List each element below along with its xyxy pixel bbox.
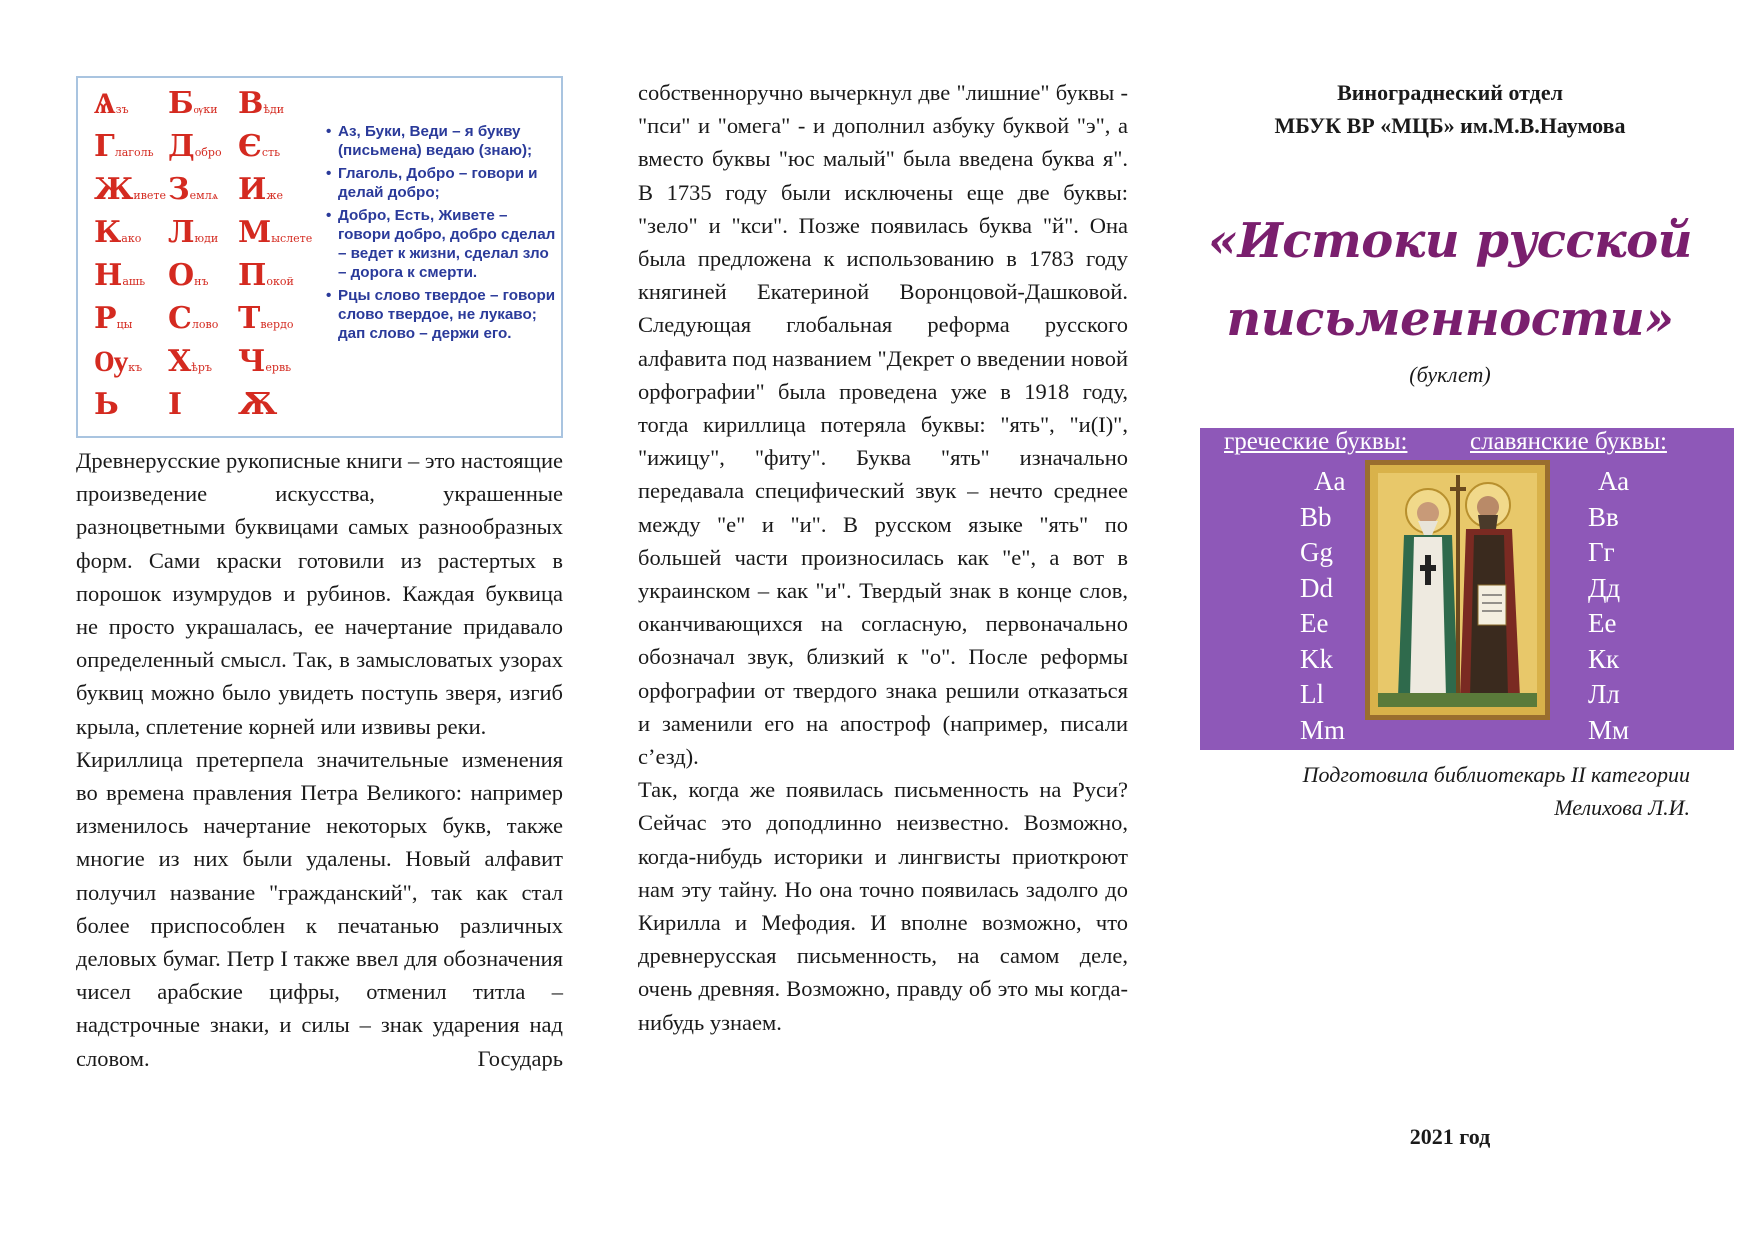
slavic-letter: Ее bbox=[1588, 608, 1617, 638]
old-slavonic-letter bbox=[94, 344, 142, 379]
letter-name: ервь bbox=[265, 361, 292, 374]
slavic-letters-list bbox=[1588, 464, 1648, 748]
letter-name: къ bbox=[128, 361, 143, 374]
letter-glyph: М bbox=[238, 215, 272, 250]
letter-glyph: Р bbox=[94, 301, 117, 336]
alphabet-note: • Добро, Есть, Живете – говори добро, добро сделал – ведет к жизни, сделал зло – дорога к смерти. bbox=[326, 206, 558, 282]
letter-name: сть bbox=[261, 146, 281, 159]
prepared-by bbox=[1200, 758, 1690, 824]
booklet-title bbox=[1200, 202, 1700, 358]
letter-name: нъ bbox=[194, 275, 209, 288]
old-slavonic-letter bbox=[168, 129, 222, 164]
greek-letter: Ll bbox=[1300, 679, 1324, 709]
letter-glyph: Б bbox=[168, 86, 194, 121]
letter-glyph: П bbox=[238, 258, 267, 293]
old-slavonic-letter bbox=[94, 172, 166, 207]
old-slavonic-letter bbox=[168, 172, 218, 207]
old-slavonic-letter bbox=[168, 301, 218, 336]
title-line: «Истоки русской bbox=[1207, 213, 1693, 269]
cyril-methodius-icon bbox=[1365, 460, 1550, 720]
old-slavonic-letter bbox=[168, 344, 212, 379]
letter-glyph: К bbox=[94, 215, 122, 250]
department-line: Винограднеский отдел bbox=[1337, 80, 1563, 105]
alphabet-notes bbox=[326, 122, 558, 347]
title-line: письменности» bbox=[1226, 291, 1674, 347]
letter-name: ако bbox=[121, 232, 142, 245]
letter-name: цы bbox=[116, 318, 133, 331]
letter-glyph: Л bbox=[168, 215, 195, 250]
greek-letters-header: греческие буквы: bbox=[1224, 428, 1408, 455]
old-slavonic-letter bbox=[94, 86, 129, 121]
letter-name: же bbox=[266, 189, 283, 202]
letter-glyph: Ч bbox=[238, 344, 266, 379]
old-slavonic-letter bbox=[238, 387, 277, 422]
letter-glyph: Ѫ bbox=[238, 387, 278, 422]
alphabet-note: • Аз, Буки, Веди – я букву (письмена) ведаю (знаю); bbox=[326, 122, 558, 160]
letter-glyph: З bbox=[168, 172, 190, 207]
column-2 bbox=[638, 76, 1128, 1039]
letter-name: окой bbox=[266, 275, 294, 288]
slavic-letter: Лл bbox=[1588, 679, 1620, 709]
letter-glyph: В bbox=[238, 86, 264, 121]
letter-glyph: Ѧ bbox=[94, 86, 116, 121]
old-slavonic-letter bbox=[238, 172, 283, 207]
letter-name: ѣди bbox=[263, 103, 285, 116]
old-slavonic-letter bbox=[238, 344, 291, 379]
old-slavonic-letter bbox=[238, 86, 284, 121]
greek-letter: Dd bbox=[1300, 572, 1333, 603]
old-slavonic-letter bbox=[94, 301, 132, 336]
slavic-letter: Вв bbox=[1588, 501, 1619, 532]
slavic-letter: Дд bbox=[1588, 572, 1621, 603]
department-heading bbox=[1200, 76, 1700, 142]
old-slavonic-letter bbox=[238, 301, 293, 336]
old-slavonic-letter bbox=[238, 129, 280, 164]
letter-name: лаголь bbox=[114, 146, 154, 159]
old-slavonic-letter bbox=[94, 258, 145, 293]
old-slavonic-letter bbox=[168, 86, 218, 121]
letter-glyph: Д bbox=[168, 129, 195, 164]
column-1 bbox=[76, 444, 563, 1075]
old-slavonic-letter bbox=[94, 129, 154, 164]
old-slavonic-letter bbox=[238, 215, 312, 250]
slavic-letter: Кк bbox=[1588, 643, 1620, 674]
slavic-letter: Гг bbox=[1588, 537, 1615, 567]
letter-glyph: О bbox=[168, 258, 195, 293]
greek-letter: Kk bbox=[1300, 643, 1333, 674]
old-slavonic-letter bbox=[168, 387, 182, 422]
letter-glyph: Н bbox=[94, 258, 123, 293]
letter-glyph: Ѹ bbox=[94, 344, 129, 379]
prepared-line: Подготовила библиотекарь II категории bbox=[1302, 762, 1690, 787]
letters-panel bbox=[1200, 428, 1734, 750]
paragraph: собственноручно вычеркнул две "лишние" буквы - "пси" и "омега" - и дополнил азбуку буквой "э", а вместо буквы "юс малый" была введена буква я". В 1735 году были исключены еще две буквы: "зело" и "кси". Позже появилась буква "й". Она была предложена к использованию в 1783 году княгиней Екатериной Воронцовой-Дашковой. Следующая глобальная реформа русского алфавита под названием "Декрет о введении новой орфографии" была проведена уже в 1918 году, тогда кириллица потеряла буквы: "ять", "и(I)", "ижицу", "фиту". Буква "ять" изначально передавала специфический звук – нечто среднее между "е" и "и". В русском языке "ять" по большей части произносилась как "е", а вот в украинском – как "и". Твердый знак в конце слов, оканчивающихся на согласную, первоначально обозначал звук, близкий к "о". После реформы орфографии от твердого знака решили отказаться и заменили его на апостроф (например, писали с’езд). bbox=[638, 80, 1128, 770]
letter-glyph: Т bbox=[238, 301, 261, 336]
alphabet-note: • Рцы слово твердое – говори слово твердое, не лукаво; дап слово – держи его. bbox=[326, 286, 558, 343]
old-slavonic-letter bbox=[94, 215, 141, 250]
saints-icon bbox=[1370, 465, 1545, 715]
paragraph: Кириллица претерпела значительные изменения во времена правления Петра Великого: например изменилось начертание некоторых букв, также многие из них были удалены. Новый алфавит получил название "гражданский", так как стал более приспособлен к печатанью различных деловых бумаг. Петр I также ввел для обозначения чисел арабские цифры, отменил титла – надстрочные знаки, и силы – знак ударения над словом. Государь bbox=[76, 746, 563, 1071]
letter-name: ивете bbox=[133, 189, 167, 202]
letter-glyph: Є bbox=[238, 129, 262, 164]
letter-name: ашь bbox=[122, 275, 146, 288]
greek-letter: Ee bbox=[1300, 608, 1329, 638]
letter-name: вердо bbox=[260, 318, 294, 331]
letter-name: обро bbox=[194, 146, 222, 159]
slavic-letter: Мм bbox=[1588, 714, 1630, 745]
old-slavonic-letter bbox=[238, 258, 294, 293]
letter-glyph: С bbox=[168, 301, 192, 336]
paragraph: Древнерусские рукописные книги – это настоящие произведение искусства, украшенные разноцветными буквицами самых разнообразных форм. Сами краски готовили из растертых в порошок изумрудов и рубинов. Каждая буквица не просто украшалась, ее начертание придавало определенный смысл. Так, в замысловатых узорах буквиц можно было увидеть поступь зверя, изгиб крыла, сплетение корней или извивы реки. bbox=[76, 448, 564, 739]
letter-name: ѣръ bbox=[191, 361, 212, 374]
old-slavonic-letter bbox=[168, 215, 218, 250]
letter-name: емлѧ bbox=[189, 189, 219, 202]
alphabet-note: • Глаголь, Добро – говори и делай добро; bbox=[326, 164, 558, 202]
greek-letter: Mm bbox=[1300, 714, 1346, 745]
prepared-line: Мелихова Л.И. bbox=[1554, 795, 1690, 820]
letter-glyph: Ь bbox=[94, 387, 119, 422]
greek-letter: Gg bbox=[1300, 537, 1333, 567]
letter-name: лово bbox=[191, 318, 219, 331]
letter-glyph: І bbox=[168, 387, 183, 422]
greek-letter: Aa bbox=[1314, 466, 1346, 496]
alphabet-chart bbox=[76, 76, 563, 438]
year-label: 2021 год bbox=[1409, 1124, 1491, 1149]
department-line: МБУК ВР «МЦБ» им.М.В.Наумова bbox=[1274, 113, 1626, 138]
letter-name: юди bbox=[194, 232, 219, 245]
letter-name: зъ bbox=[115, 103, 129, 116]
greek-letter: Bb bbox=[1300, 501, 1332, 532]
letter-glyph: И bbox=[238, 172, 267, 207]
old-slavonic-letter bbox=[168, 258, 208, 293]
slavic-letters-header: славянские буквы: bbox=[1470, 428, 1667, 455]
old-slavonic-letter bbox=[94, 387, 119, 422]
slavic-letter: Аа bbox=[1598, 466, 1630, 496]
letter-name: ѹки bbox=[193, 103, 218, 116]
letter-glyph: Х bbox=[168, 344, 192, 379]
letter-glyph: Ж bbox=[94, 172, 134, 207]
letter-name: ыслете bbox=[271, 232, 313, 245]
letter-glyph: Г bbox=[94, 129, 115, 164]
greek-letters-list bbox=[1300, 464, 1360, 748]
booklet-subtitle: (буклет) bbox=[1409, 362, 1491, 387]
paragraph: Так, когда же появилась письменность на Руси? Сейчас это доподлинно неизвестно. Возможно, когда-нибудь историки и лингвисты приоткроют нам эту тайну. Но она точно появилась задолго до Кирилла и Мефодия. И вполне возможно, что древнерусская письменность, на самом деле, очень древняя. Возможно, правду об это мы когда-нибудь узнаем. bbox=[638, 777, 1128, 1035]
